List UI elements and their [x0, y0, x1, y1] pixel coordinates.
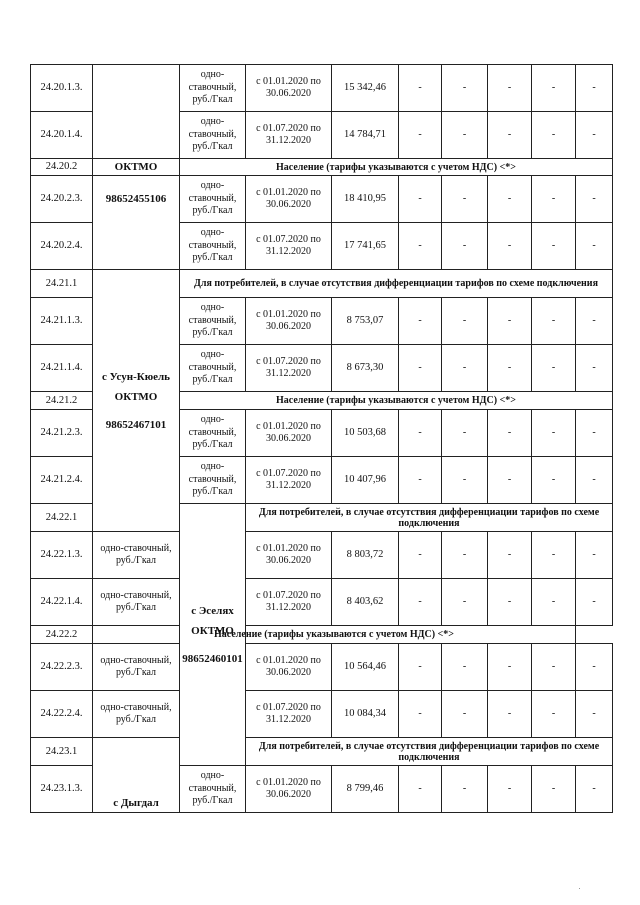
dash-cell: -: [399, 345, 442, 392]
dash-cell: -: [488, 112, 532, 159]
row-code: 24.22.1.4.: [31, 579, 93, 626]
section-header-no-diff: Для потребителей, в случае отсутствия дифференциации тарифов по схеме подключения: [246, 738, 613, 766]
oktmo-label: ОКТМО: [114, 390, 158, 403]
period: с 01.07.2020 по 31.12.2020: [246, 457, 332, 504]
rate-type: одно-ставочный, руб./Гкал: [93, 532, 180, 579]
period: с 01.01.2020 по 30.06.2020: [246, 176, 332, 223]
dash-cell: -: [399, 457, 442, 504]
rate-type: одно-ставочный, руб./Гкал: [180, 766, 246, 813]
tariff-table: [30, 64, 613, 813]
oktmo-code: 98652467101: [105, 418, 167, 431]
dash-cell: -: [532, 223, 576, 270]
row-code: 24.20.2: [31, 159, 93, 176]
row-code: 24.20.1.3.: [31, 65, 93, 112]
tariff-value: 17 741,65: [332, 223, 399, 270]
dash-cell: -: [488, 457, 532, 504]
table-row: [31, 159, 613, 176]
location-name: с Эселях: [191, 604, 234, 617]
dash-cell: -: [576, 532, 613, 579]
dash-cell: -: [399, 176, 442, 223]
dash-cell: -: [576, 223, 613, 270]
dash-cell: -: [399, 532, 442, 579]
row-code: 24.21.2.3.: [31, 410, 93, 457]
table-row: [31, 532, 613, 579]
dash-cell: -: [399, 579, 442, 626]
dash-cell: -: [488, 65, 532, 112]
table-row: [31, 738, 613, 766]
period: с 01.01.2020 по 30.06.2020: [246, 766, 332, 813]
row-code: 24.23.1: [31, 738, 93, 766]
dash-cell: -: [399, 112, 442, 159]
rate-type: одно-ставочный, руб./Гкал: [180, 410, 246, 457]
tariff-value: 10 084,34: [332, 691, 399, 738]
tariff-value: 10 564,46: [332, 644, 399, 691]
dash-cell: -: [488, 410, 532, 457]
dash-cell: -: [442, 532, 488, 579]
dash-cell: -: [399, 223, 442, 270]
dash-cell: -: [576, 176, 613, 223]
period: с 01.01.2020 по 30.06.2020: [246, 410, 332, 457]
dash-cell: -: [576, 65, 613, 112]
dash-cell: -: [532, 410, 576, 457]
row-code: 24.22.1: [31, 504, 93, 532]
dash-cell: -: [488, 223, 532, 270]
rate-type: одно-ставочный, руб./Гкал: [180, 223, 246, 270]
table-row: [31, 65, 613, 112]
dash-cell: -: [399, 65, 442, 112]
dash-cell: -: [576, 298, 613, 345]
rate-type: одно-ставочный, руб./Гкал: [180, 345, 246, 392]
row-code: 24.20.1.4.: [31, 112, 93, 159]
table-row: [31, 626, 613, 644]
dash-cell: -: [488, 176, 532, 223]
location-cell-empty: [93, 65, 180, 159]
period: с 01.07.2020 по 31.12.2020: [246, 345, 332, 392]
dash-cell: -: [576, 345, 613, 392]
rate-type: одно-ставочный, руб./Гкал: [180, 112, 246, 159]
oktmo-code: 98652455106: [93, 176, 180, 270]
oktmo-label: ОКТМО: [93, 159, 180, 176]
row-code: 24.22.2.4.: [31, 691, 93, 738]
tariff-value: 18 410,95: [332, 176, 399, 223]
tariff-value: 8 803,72: [332, 532, 399, 579]
dash-cell: -: [442, 223, 488, 270]
section-header-population: Население (тарифы указываются с учетом НДС) <*>: [93, 626, 576, 644]
dash-cell: -: [442, 644, 488, 691]
dash-cell: -: [532, 766, 576, 813]
dash-cell: -: [576, 766, 613, 813]
dash-cell: -: [488, 532, 532, 579]
dash-cell: -: [576, 410, 613, 457]
dash-cell: -: [576, 579, 613, 626]
oktmo-code: 98652460101: [182, 652, 243, 665]
period: с 01.07.2020 по 31.12.2020: [246, 691, 332, 738]
dash-cell: -: [576, 691, 613, 738]
dash-cell: -: [532, 298, 576, 345]
row-code: 24.21.1.4.: [31, 345, 93, 392]
dash-cell: -: [532, 457, 576, 504]
section-header-population: Население (тарифы указываются с учетом НДС) <*>: [180, 159, 613, 176]
row-code: 24.21.1.3.: [31, 298, 93, 345]
table-row: [31, 579, 613, 626]
section-header-population: Население (тарифы указываются с учетом НДС) <*>: [180, 392, 613, 410]
table-row: [31, 270, 613, 298]
dash-cell: -: [488, 345, 532, 392]
dash-cell: -: [442, 410, 488, 457]
rate-type: одно-ставочный, руб./Гкал: [93, 644, 180, 691]
period: с 01.01.2020 по 30.06.2020: [246, 65, 332, 112]
dash-cell: -: [442, 176, 488, 223]
dash-cell: -: [488, 766, 532, 813]
dash-cell: -: [488, 579, 532, 626]
dash-cell: -: [399, 691, 442, 738]
tariff-value: 14 784,71: [332, 112, 399, 159]
dash-cell: -: [488, 644, 532, 691]
dash-cell: -: [399, 298, 442, 345]
period: с 01.01.2020 по 30.06.2020: [246, 298, 332, 345]
rate-type: одно-ставочный, руб./Гкал: [93, 579, 180, 626]
dash-cell: -: [442, 691, 488, 738]
dash-cell: -: [576, 457, 613, 504]
dash-cell: -: [442, 112, 488, 159]
row-code: 24.22.2: [31, 626, 93, 644]
dash-cell: -: [399, 644, 442, 691]
table-row: [31, 644, 613, 691]
dash-cell: -: [488, 691, 532, 738]
row-code: 24.22.1.3.: [31, 532, 93, 579]
dash-cell: -: [399, 766, 442, 813]
dash-cell: -: [576, 112, 613, 159]
table-row: [31, 691, 613, 738]
rate-type: одно-ставочный, руб./Гкал: [93, 691, 180, 738]
dash-cell: -: [532, 345, 576, 392]
rate-type: одно-ставочный, руб./Гкал: [180, 65, 246, 112]
oktmo-label: ОКТМО: [191, 624, 234, 637]
row-code: 24.23.1.3.: [31, 766, 93, 813]
rate-type: одно-ставочный, руб./Гкал: [180, 176, 246, 223]
tariff-value: 8 753,07: [332, 298, 399, 345]
row-code: 24.21.2: [31, 392, 93, 410]
location-name: с Дыгдал: [113, 797, 159, 809]
row-code: 24.20.2.4.: [31, 223, 93, 270]
dash-cell: -: [442, 457, 488, 504]
period: с 01.07.2020 по 31.12.2020: [246, 223, 332, 270]
section-header-no-diff: Для потребителей, в случае отсутствия дифференциации тарифов по схеме подключения: [180, 270, 613, 298]
tariff-value: 8 403,62: [332, 579, 399, 626]
dash-cell: -: [442, 579, 488, 626]
period: с 01.07.2020 по 31.12.2020: [246, 112, 332, 159]
location-name: с Усун-Кюель: [101, 370, 170, 383]
dash-cell: -: [532, 691, 576, 738]
rate-type: одно-ставочный, руб./Гкал: [180, 298, 246, 345]
tariff-value: 8 799,46: [332, 766, 399, 813]
period: с 01.07.2020 по 31.12.2020: [246, 579, 332, 626]
tariff-value: 10 407,96: [332, 457, 399, 504]
dash-cell: -: [488, 298, 532, 345]
row-code: 24.20.2.3.: [31, 176, 93, 223]
section-header-no-diff: Для потребителей, в случае отсутствия дифференциации тарифов по схеме подключения: [246, 504, 613, 532]
dash-cell: -: [442, 345, 488, 392]
location-usun-kyuel: [93, 270, 180, 532]
tariff-value: 10 503,68: [332, 410, 399, 457]
tariff-value: 8 673,30: [332, 345, 399, 392]
table-row: [31, 176, 613, 223]
dash-cell: -: [532, 532, 576, 579]
dash-cell: -: [532, 644, 576, 691]
dash-cell: -: [576, 644, 613, 691]
scan-speck: ·: [578, 883, 581, 893]
row-code: 24.21.1: [31, 270, 93, 298]
period: с 01.01.2020 по 30.06.2020: [246, 532, 332, 579]
row-code: 24.22.2.3.: [31, 644, 93, 691]
row-code: 24.21.2.4.: [31, 457, 93, 504]
dash-cell: -: [442, 298, 488, 345]
period: с 01.01.2020 по 30.06.2020: [246, 644, 332, 691]
dash-cell: -: [532, 65, 576, 112]
dash-cell: -: [399, 410, 442, 457]
dash-cell: -: [532, 579, 576, 626]
dash-cell: -: [532, 176, 576, 223]
location-dygdal: [93, 738, 180, 813]
dash-cell: -: [442, 766, 488, 813]
dash-cell: -: [532, 112, 576, 159]
rate-type: одно-ставочный, руб./Гкал: [180, 457, 246, 504]
dash-cell: -: [442, 65, 488, 112]
tariff-value: 15 342,46: [332, 65, 399, 112]
